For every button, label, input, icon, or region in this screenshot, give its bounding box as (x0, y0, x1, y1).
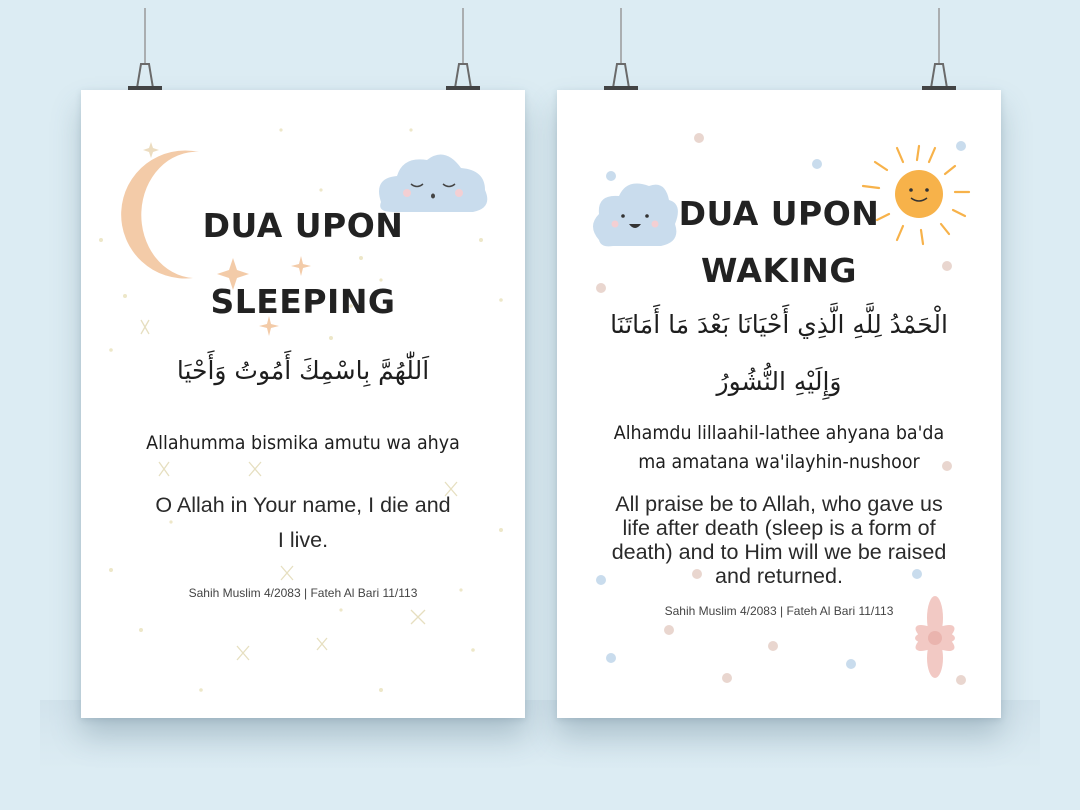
translation-line3: death) and to Him will we be raised (611, 540, 947, 564)
poster-title-line1: DUA UPON (202, 206, 404, 245)
poster-title-line2: WAKING (700, 251, 857, 290)
poster-waking (557, 90, 1001, 718)
poster-decorations (557, 90, 1001, 718)
poster-title-line2: SLEEPING (210, 282, 396, 321)
arabic-dua-line1: اَللّٰهُمَّ بِاسْمِكَ أَمُوتُ وَأَحْيَا (176, 356, 430, 385)
translation-line4: and returned. (715, 564, 843, 588)
translation-line2: life after death (sleep is a form of (622, 516, 936, 540)
transliteration-line1: Alhamdu lillaahil-lathee ahyana ba'da (613, 422, 945, 444)
source-citation: Sahih Muslim 4/2083 | Fateh Al Bari 11/113 (188, 586, 418, 600)
translation-line2: I live. (277, 528, 329, 552)
transliteration-line2: ma amatana wa'ilayhin-nushoor (638, 451, 920, 473)
poster-title-line1: DUA UPON (678, 194, 880, 233)
poster-decorations (81, 90, 525, 718)
sleeping-cloud-icon (379, 155, 487, 212)
source-citation: Sahih Muslim 4/2083 | Fateh Al Bari 11/113 (664, 604, 894, 618)
arabic-dua-line1: الْحَمْدُ لِلَّهِ الَّذِي أَحْيَانَا بَعْدَ مَا أَمَاتَنَا (610, 310, 948, 339)
translation-line1: O Allah in Your name, I die and (155, 493, 451, 517)
poster-sleeping (81, 90, 525, 718)
translation-line1: All praise be to Allah, who gave us (615, 492, 943, 516)
transliteration-line1: Allahumma bismika amutu wa ahya (146, 432, 460, 454)
arabic-dua-line2: وَإِلَيْهِ النُّشُورُ (716, 367, 842, 396)
